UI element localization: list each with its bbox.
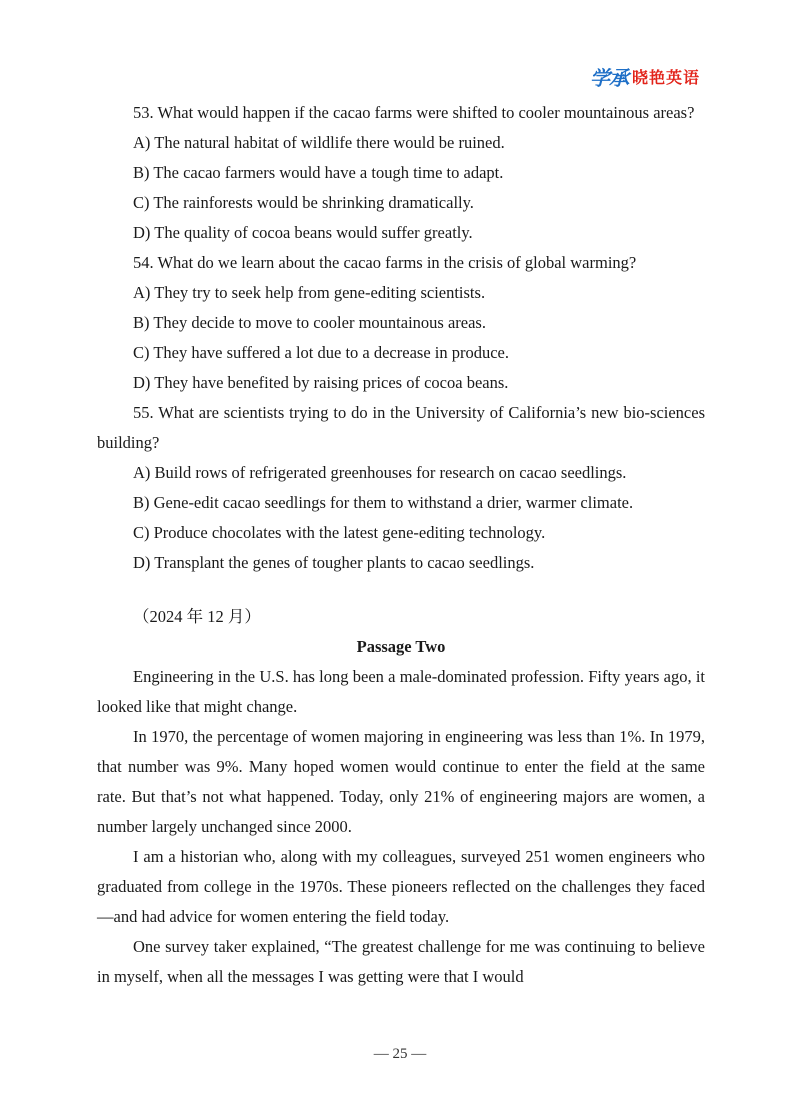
page-number: — 25 — (373, 1046, 427, 1062)
question-55-option-d: D) Transplant the genes of tougher plants to cacao seedlings. (133, 553, 535, 572)
passage-year-label: （2024 年 12 月） (133, 607, 261, 626)
question-53-option-b: B) The cacao farmers would have a tough time to adapt. (133, 163, 504, 182)
passage-paragraph-2: In 1970, the percentage of women majoring in engineering was less than 1%. In 1979, that number was 9%. Many hoped women would continue to enter the field at the same rate. But that’s not what happened. Today, only 21% of engineering majors are women, a number largely unchanged since 2000. (97, 727, 705, 836)
passage-paragraph-4: One survey taker explained, “The greatest challenge for me was continuing to believe in myself, when all the messages I was getting were that I would (97, 937, 705, 986)
question-55-option-a: A) Build rows of refrigerated greenhouses for research on cacao seedlings. (133, 463, 627, 482)
logo-text: 晓艳英语 (632, 68, 701, 87)
question-54-option-d: D) They have benefited by raising prices of cocoa beans. (133, 373, 509, 392)
question-53-stem: 53. What would happen if the cacao farms were shifted to cooler mountainous areas? (133, 103, 695, 122)
question-53-option-d: D) The quality of cocoa beans would suffer greatly. (133, 223, 473, 242)
question-54-option-a: A) They try to seek help from gene-editing scientists. (133, 283, 486, 302)
question-55-option-c: C) Produce chocolates with the latest gene-editing technology. (133, 523, 546, 542)
page-content (97, 98, 705, 992)
question-55-option-b: B) Gene-edit cacao seedlings for them to withstand a drier, warmer climate. (133, 493, 634, 512)
question-53-option-c: C) The rainforests would be shrinking dramatically. (133, 193, 474, 212)
passage-paragraph-3: I am a historian who, along with my colleagues, surveyed 251 women engineers who graduated from college in the 1970s. These pioneers reflected on the challenges they faced—and had advice for women entering the field today. (97, 847, 705, 926)
question-54-option-c: C) They have suffered a lot due to a decrease in produce. (133, 343, 509, 362)
passage-title: Passage Two (356, 637, 446, 656)
question-55-stem: 55. What are scientists trying to do in the University of California’s new bio-sciences building? (97, 403, 705, 452)
question-54-stem: 54. What do we learn about the cacao farms in the crisis of global warming? (133, 253, 637, 272)
publisher-logo (590, 62, 700, 91)
question-54-option-b: B) They decide to move to cooler mountainous areas. (133, 313, 486, 332)
question-53-option-a: A) The natural habitat of wildlife there would be ruined. (133, 133, 505, 152)
passage-paragraph-1: Engineering in the U.S. has long been a male-dominated profession. Fifty years ago, it looked like that might change. (97, 667, 705, 716)
logo-mark: 学承 (590, 66, 628, 90)
